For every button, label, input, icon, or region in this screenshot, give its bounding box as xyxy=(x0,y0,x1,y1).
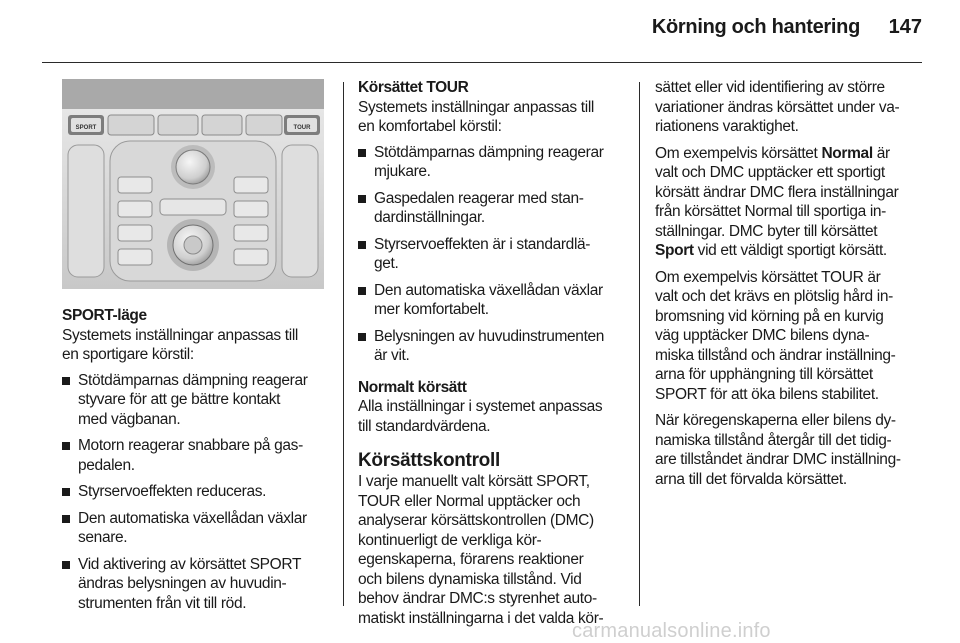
tour-example-paragraph: Om exempelvis körsättet TOUR är valt och det krävs en plötslig hård in- bromsning vid körning på en kurvig väg upptäcker DMC bilens dyna- miska tillstånd och ändrar inställning- arna för upphängning till körsättet SPORT för att öka bilens stabilitet. xyxy=(655,268,896,403)
column-divider-1 xyxy=(343,82,344,606)
list-item: Den automatiska växellådan växlar senare. xyxy=(62,509,334,548)
list-item: Motorn reagerar snabbare på gas- pedalen. xyxy=(62,436,334,475)
sport-intro-line-2: en sportigare körstil: xyxy=(62,346,194,363)
list-item: Vid aktivering av körsättet SPORT ändras belysningen av huvudin- strumenten från vit till röd. xyxy=(62,555,334,614)
tour-intro-line-1: Systemets inställningar anpassas till xyxy=(358,98,595,116)
column-2 xyxy=(358,78,630,628)
control-panel-illustration xyxy=(62,79,324,289)
column-1 xyxy=(62,306,334,623)
tour-bullet-list xyxy=(358,143,630,366)
tour-mode-heading: Körsättet TOUR xyxy=(358,79,469,96)
list-item: Den automatiska växellådan växlar mer komfortabelt. xyxy=(358,281,630,320)
sport-mode-heading: SPORT-läge xyxy=(62,307,147,324)
normal-mode-heading: Normalt körsätt xyxy=(358,378,467,396)
watermark: carmanualsonline.info xyxy=(572,620,771,642)
chapter-title: Körning och hantering xyxy=(651,16,860,38)
list-item: Styrservoeffekten är i standardlä- get. xyxy=(358,235,630,274)
list-item: Styrservoeffekten reduceras. xyxy=(62,482,334,502)
list-item: Belysningen av huvudinstrumenten är vit. xyxy=(358,327,630,366)
dashboard-figure xyxy=(62,79,324,289)
normal-example-paragraph: Om exempelvis körsättet Normal är valt och DMC upptäcker ett sportigt körsätt ändrar DMC flera inställningar från körsättet Normal till sportiga in- ställningar. DMC byter till körsättet Sport vid ett väldigt sportigt körsätt. xyxy=(655,144,899,259)
column-3 xyxy=(655,78,927,496)
list-item: Stötdämparnas dämpning reagerar mjukare. xyxy=(358,143,630,182)
sport-bullet-list xyxy=(62,371,334,614)
return-paragraph: När köregenskaperna eller bilens dy- namiska tillstånd återgår till det tidig- are tillståndet ändrar DMC inställning- arna till det förvalda körsättet. xyxy=(655,412,901,488)
header-rule xyxy=(42,62,922,63)
page-number: 147 xyxy=(888,16,922,38)
page-header xyxy=(0,0,960,58)
list-item: Gaspedalen reagerar med stan- dardinställningar. xyxy=(358,189,630,228)
sport-button-label: SPORT xyxy=(75,125,97,131)
drive-mode-control-heading: Körsättskontroll xyxy=(358,450,500,471)
column-divider-2 xyxy=(639,82,640,606)
tour-intro-line-2: en komfortabel körstil: xyxy=(358,118,502,135)
normal-text-line-2: till standardvärdena. xyxy=(358,417,491,435)
normal-text-line-1: Alla inställningar i systemet anpassas xyxy=(358,398,603,415)
sport-intro-line-1: Systemets inställningar anpassas till xyxy=(62,326,299,344)
continuation-paragraph: sättet eller vid identifiering av större variationer ändras körsättet under va- riationens varaktighet. xyxy=(655,79,900,135)
control-paragraph: I varje manuellt valt körsätt SPORT, TOUR eller Normal upptäcker och analyserar körsättskontrollen (DMC) kontinuerligt de verkliga kör- egenskaperna, förarens reaktioner och bilens dynamiska tillstånd. Vid behov ändrar DMC:s styrenhet auto- matiskt inställningarna i det valda kör- xyxy=(358,473,604,627)
list-item: Stötdämparnas dämpning reagerar styvare för att ge bättre kontakt med vägbanan. xyxy=(62,371,334,430)
tour-button-label: TOUR xyxy=(293,125,311,131)
